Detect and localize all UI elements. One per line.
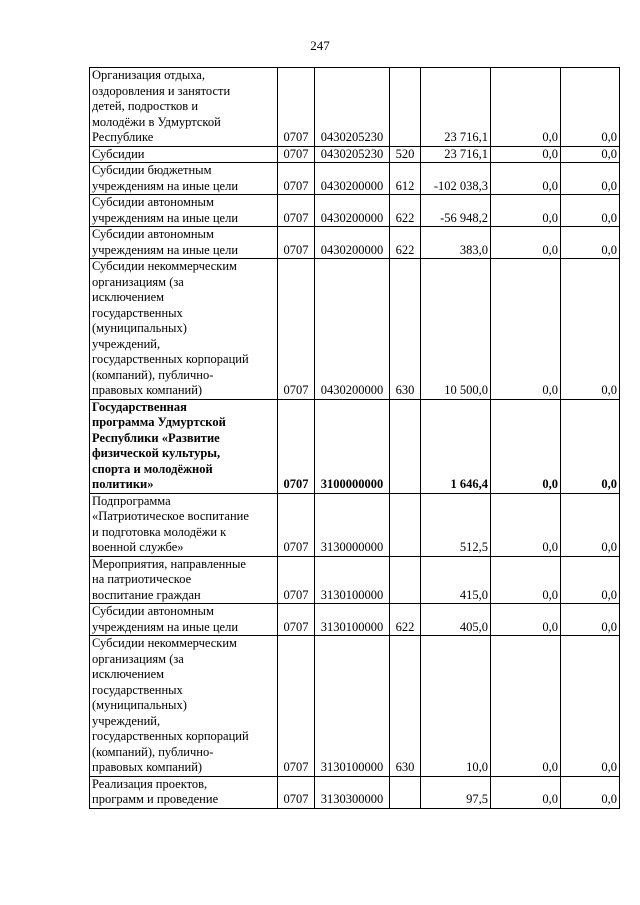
row-expense-type [390,556,421,604]
row-value-2: 0,0 [491,604,561,636]
table-row [90,146,620,163]
table-row [90,604,620,636]
row-name: Субсидии бюджетным учреждениям на иные цели [90,163,278,195]
row-value-2: 0,0 [491,493,561,556]
budget-table [89,67,620,809]
row-amount: -102 038,3 [421,163,491,195]
row-target-article: 0430205230 [315,68,390,147]
row-amount: 23 716,1 [421,146,491,163]
row-expense-type [390,68,421,147]
row-name: Реализация проектов, программ и проведение [90,776,278,808]
row-value-3: 0,0 [561,604,620,636]
row-target-article: 0430200000 [315,163,390,195]
row-section-code: 0707 [278,163,315,195]
row-expense-type: 520 [390,146,421,163]
row-target-article: 3130100000 [315,636,390,777]
row-section-code: 0707 [278,556,315,604]
row-value-3: 0,0 [561,636,620,777]
row-amount: 383,0 [421,227,491,259]
row-value-2: 0,0 [491,556,561,604]
row-section-code: 0707 [278,493,315,556]
row-value-3: 0,0 [561,556,620,604]
table-row [90,227,620,259]
row-expense-type: 622 [390,227,421,259]
row-expense-type: 630 [390,259,421,400]
row-value-3: 0,0 [561,493,620,556]
row-expense-type: 630 [390,636,421,777]
row-expense-type: 622 [390,195,421,227]
row-value-2: 0,0 [491,259,561,400]
row-value-2: 0,0 [491,776,561,808]
row-section-code: 0707 [278,195,315,227]
table-row [90,68,620,147]
row-section-code: 0707 [278,399,315,493]
table-row [90,493,620,556]
row-value-2: 0,0 [491,227,561,259]
row-target-article: 0430200000 [315,227,390,259]
row-value-2: 0,0 [491,195,561,227]
row-name: Мероприятия, направленные на патриотическое воспитание граждан [90,556,278,604]
row-target-article: 3100000000 [315,399,390,493]
row-expense-type: 612 [390,163,421,195]
row-value-3: 0,0 [561,68,620,147]
row-section-code: 0707 [278,227,315,259]
table-row [90,556,620,604]
row-name: Субсидии [90,146,278,163]
row-name: Государственная программа Удмуртской Республики «Развитие физической культуры, спорта и молодёжной политики» [90,399,278,493]
row-value-2: 0,0 [491,68,561,147]
row-amount: 415,0 [421,556,491,604]
table-row [90,776,620,808]
row-amount: 512,5 [421,493,491,556]
row-value-3: 0,0 [561,399,620,493]
row-value-3: 0,0 [561,163,620,195]
row-expense-type: 622 [390,604,421,636]
row-target-article: 3130000000 [315,493,390,556]
row-amount: 97,5 [421,776,491,808]
row-value-2: 0,0 [491,146,561,163]
row-expense-type [390,493,421,556]
row-amount: 10 500,0 [421,259,491,400]
row-amount: 1 646,4 [421,399,491,493]
row-value-3: 0,0 [561,776,620,808]
row-expense-type [390,399,421,493]
row-value-2: 0,0 [491,636,561,777]
row-value-3: 0,0 [561,146,620,163]
row-target-article: 3130100000 [315,556,390,604]
row-name: Подпрограмма «Патриотическое воспитание и подготовка молодёжи к военной службе» [90,493,278,556]
row-section-code: 0707 [278,68,315,147]
row-section-code: 0707 [278,604,315,636]
row-amount: 23 716,1 [421,68,491,147]
row-value-3: 0,0 [561,195,620,227]
page-number: 247 [310,38,330,53]
row-value-2: 0,0 [491,399,561,493]
row-expense-type [390,776,421,808]
table-row [90,163,620,195]
row-target-article: 3130100000 [315,604,390,636]
table-row [90,259,620,400]
row-target-article: 3130300000 [315,776,390,808]
row-section-code: 0707 [278,259,315,400]
row-section-code: 0707 [278,636,315,777]
row-name: Субсидии некоммерческим организациям (за исключением государственных (муниципальных) учреждений, государственных корпораций (компаний), публично- правовых компаний) [90,636,278,777]
row-name: Субсидии некоммерческим организациям (за исключением государственных (муниципальных) учреждений, государственных корпораций (компаний), публично- правовых компаний) [90,259,278,400]
row-name: Субсидии автономным учреждениям на иные цели [90,227,278,259]
row-name: Субсидии автономным учреждениям на иные цели [90,195,278,227]
table-row [90,636,620,777]
budget-table-body [90,68,620,809]
table-row [90,195,620,227]
row-section-code: 0707 [278,146,315,163]
table-row [90,399,620,493]
row-value-3: 0,0 [561,227,620,259]
row-target-article: 0430200000 [315,195,390,227]
row-name: Субсидии автономным учреждениям на иные цели [90,604,278,636]
row-amount: 405,0 [421,604,491,636]
row-amount: 10,0 [421,636,491,777]
row-value-2: 0,0 [491,163,561,195]
row-name: Организация отдыха, оздоровления и занятости детей, подростков и молодёжи в Удмуртской Республике [90,68,278,147]
row-target-article: 0430205230 [315,146,390,163]
row-section-code: 0707 [278,776,315,808]
row-value-3: 0,0 [561,259,620,400]
row-amount: -56 948,2 [421,195,491,227]
row-target-article: 0430200000 [315,259,390,400]
